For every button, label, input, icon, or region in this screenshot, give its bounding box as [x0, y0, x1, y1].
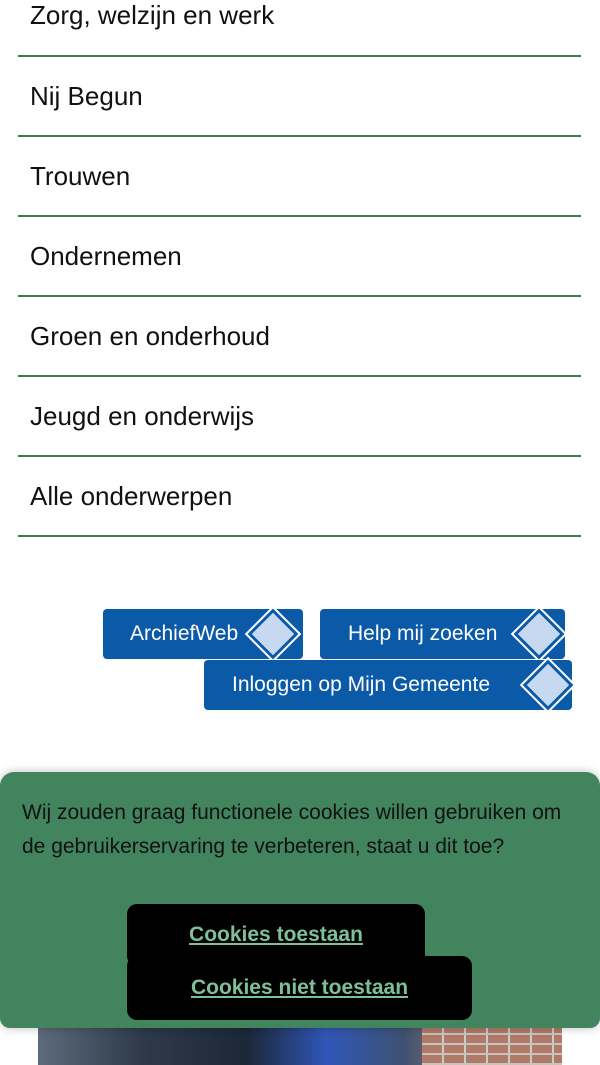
- cookie-banner: [0, 772, 600, 1028]
- diamond-icon: [523, 660, 574, 711]
- cookie-message: Wij zouden graag functionele cookies willen gebruiken om de gebruikerservaring te verbeteren, staat u dit toe?: [22, 801, 562, 858]
- inloggen-mijn-gemeente-button[interactable]: [204, 660, 572, 710]
- help-mij-zoeken-button[interactable]: [320, 609, 565, 659]
- diamond-icon: [514, 609, 565, 660]
- topics-menu: [18, 0, 581, 537]
- menu-item-nij-begun[interactable]: [18, 57, 581, 137]
- accept-cookies-label: Cookies toestaan: [189, 923, 363, 946]
- menu-item-label: Alle onderwerpen: [30, 480, 233, 511]
- menu-item-ondernemen[interactable]: [18, 217, 581, 297]
- menu-item-groen-onderhoud[interactable]: [18, 297, 581, 377]
- menu-item-label: Nij Begun: [30, 80, 143, 111]
- diamond-icon: [248, 609, 299, 660]
- inloggen-mijn-gemeente-label: Inloggen op Mijn Gemeente: [232, 673, 490, 696]
- menu-item-zorg-welzijn-werk[interactable]: [18, 0, 581, 57]
- menu-item-jeugd-onderwijs[interactable]: [18, 377, 581, 457]
- menu-item-trouwen[interactable]: [18, 137, 581, 217]
- brick-wall: [422, 1028, 562, 1065]
- menu-item-label: Zorg, welzijn en werk: [30, 0, 275, 30]
- menu-item-label: Ondernemen: [30, 240, 182, 271]
- menu-item-alle-onderwerpen[interactable]: [18, 457, 581, 537]
- archiefweb-label: ArchiefWeb: [130, 622, 239, 645]
- archiefweb-button[interactable]: [103, 609, 303, 659]
- background-photo: [38, 1028, 562, 1065]
- menu-item-label: Trouwen: [30, 160, 131, 191]
- menu-item-label: Jeugd en onderwijs: [30, 400, 255, 431]
- reject-cookies-label: Cookies niet toestaan: [190, 976, 409, 999]
- menu-item-label: Groen en onderhoud: [30, 320, 270, 351]
- reject-cookies-button[interactable]: [127, 956, 472, 1020]
- help-mij-zoeken-label: Help mij zoeken: [348, 622, 498, 645]
